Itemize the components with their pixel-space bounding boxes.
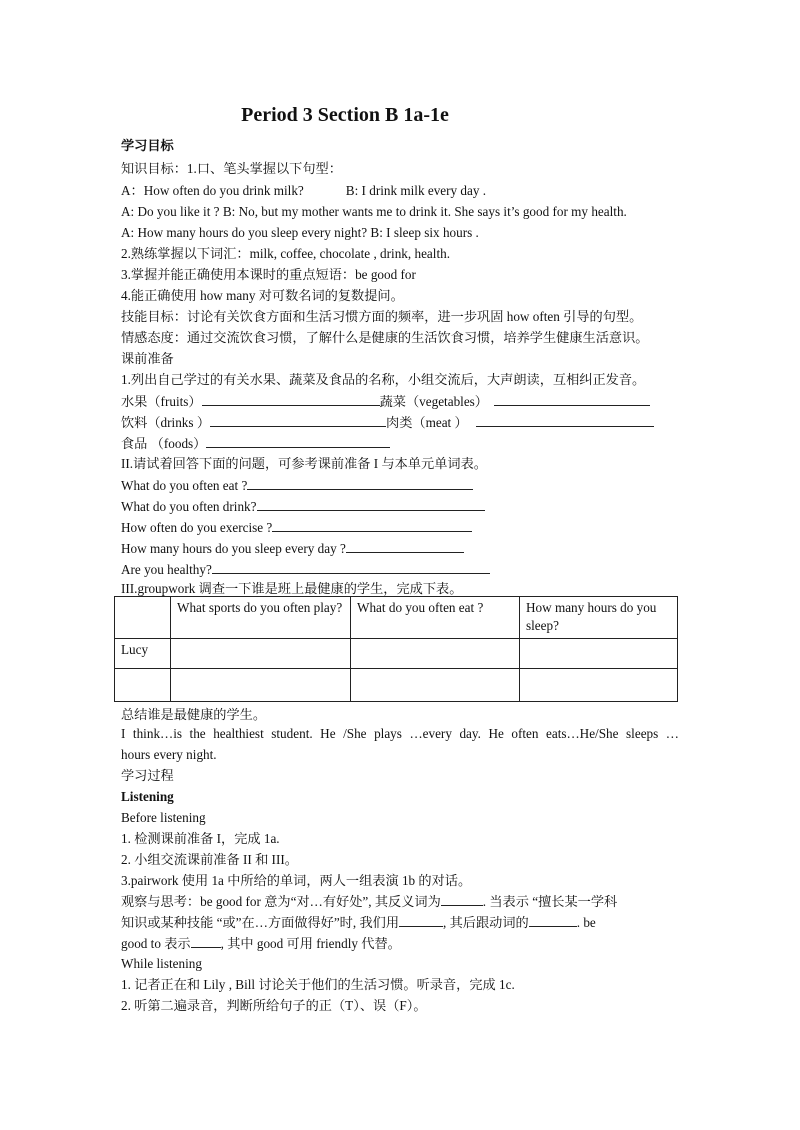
survey-table: [114, 596, 678, 702]
dialogue-1-a: A：How often do you drink milk?: [121, 183, 304, 198]
table-header-cell: How many hours do you sleep?: [520, 597, 678, 639]
before-step-2: 2. 小组交流课前准备 II 和 III。: [121, 852, 298, 867]
dialogue-line-3: A: How many hours do you sleep every night? B: I sleep six hours .: [121, 225, 479, 240]
question-1: [121, 476, 473, 495]
prep-item-1: 1.列出自己学过的有关水果、蔬菜及食品的名称，小组交流后，大声朗读，互相纠正发音。: [121, 372, 646, 387]
question-3-text: How often do you exercise ?: [121, 520, 273, 535]
knowledge-item-2: 2.熟练掌握以下词汇：milk, coffee, chocolate , drink, health.: [121, 246, 451, 261]
question-5: [121, 560, 490, 579]
verb-form-blank[interactable]: [529, 913, 577, 927]
table-cell: Lucy: [115, 639, 171, 669]
table-cell[interactable]: [171, 639, 351, 669]
question-4-text: How many hours do you sleep every day ?: [121, 541, 346, 556]
observe-text: . be: [576, 915, 596, 930]
drinks-label: 饮料（drinks ）: [121, 415, 211, 430]
before-step-1: 1. 检测课前准备 I，完成 1a.: [121, 831, 280, 846]
drinks-blank[interactable]: [210, 413, 386, 427]
dialogue-1-b: B: I drink milk every day .: [345, 183, 487, 198]
attitude-goal: 情感态度：通过交流饮食习惯，了解什么是健康的生活饮食习惯，培养学生健康生活意识。: [121, 330, 649, 345]
while-step-1: 1. 记者正在和 Lily , Bill 讨论关于他们的生活习惯。听录音，完成 1c.: [121, 977, 515, 992]
while-listening: While listening: [121, 956, 202, 971]
observe-text: good to 表示: [121, 936, 191, 951]
table-cell[interactable]: [520, 639, 678, 669]
meat-blank[interactable]: [476, 413, 654, 427]
observe-line-1: [121, 892, 617, 911]
table-cell[interactable]: [351, 669, 520, 702]
observe-text: , 其中 good 可用 friendly 代替。: [220, 936, 401, 951]
category-row-2: [121, 413, 654, 432]
summary-line-1: I think…is the healthiest student. He /She plays …every day. He often eats…He/She sleeps …: [121, 726, 679, 741]
question-5-text: Are you healthy?: [121, 562, 212, 577]
goals-heading: 学习目标: [121, 138, 174, 153]
category-row-1: [121, 392, 650, 411]
skill-goal: 技能目标：讨论有关饮食方面和生活习惯方面的频率，进一步巩固 how often 引导的句型。: [121, 309, 643, 324]
observe-text: . 当表示 “擅长某一学科: [482, 894, 618, 909]
observe-text: , 其后跟动词的: [443, 915, 529, 930]
dialogue-line-1: [121, 182, 486, 200]
answer-3-blank[interactable]: [272, 518, 472, 532]
meaning-blank[interactable]: [191, 934, 221, 948]
answer-4-blank[interactable]: [346, 539, 464, 553]
table-cell[interactable]: [520, 669, 678, 702]
summary-line-2: hours every night.: [121, 747, 217, 762]
table-header-row: [115, 597, 678, 639]
table-row: [115, 639, 678, 669]
foods-label: 食品 （foods）: [121, 436, 207, 451]
question-2-text: What do you often drink?: [121, 499, 257, 514]
answer-5-blank[interactable]: [212, 560, 490, 574]
question-2: [121, 497, 485, 516]
fruits-label: 水果（fruits）: [121, 394, 202, 409]
vegetables-blank[interactable]: [494, 392, 650, 406]
knowledge-item-3: 3.掌握并能正确使用本课时的重点短语：be good for: [121, 267, 416, 282]
listening-heading: Listening: [121, 789, 174, 804]
knowledge-item-4: 4.能正确使用 how many 对可数名词的复数提问。: [121, 288, 404, 303]
answer-1-blank[interactable]: [247, 476, 473, 490]
while-step-2: 2. 听第二遍录音，判断所给句子的正（T）、误（F）。: [121, 998, 427, 1013]
table-header-cell: What do you often eat ?: [351, 597, 520, 639]
vegetables-label: 蔬菜（vegetables）: [379, 394, 488, 409]
fruits-blank[interactable]: [202, 392, 380, 406]
question-3: [121, 518, 472, 537]
table-row: [115, 669, 678, 702]
category-row-3: [121, 434, 390, 453]
table-header-cell: [115, 597, 171, 639]
observe-line-3: [121, 934, 401, 953]
meat-label: 肉类（meat ）: [386, 415, 468, 430]
before-listening: Before listening: [121, 810, 206, 825]
observe-text: 知识或某种技能 “或”在…方面做得好”时, 我们用: [121, 915, 400, 930]
process-heading: 学习过程: [121, 768, 174, 783]
prep-item-3: III.groupwork 调查一下谁是班上最健康的学生，完成下表。: [121, 581, 463, 596]
table-cell[interactable]: [115, 669, 171, 702]
question-4: [121, 539, 464, 558]
prep-heading: 课前准备: [121, 351, 174, 366]
foods-blank[interactable]: [206, 434, 390, 448]
table-header-cell: What sports do you often play?: [171, 597, 351, 639]
answer-2-blank[interactable]: [257, 497, 485, 511]
observe-line-2: [121, 913, 596, 932]
prep-item-2: II.请试着回答下面的问题，可参考课前准备 I 与本单元单词表。: [121, 456, 487, 471]
knowledge-intro: 知识目标：1.口、笔头掌握以下句型：: [121, 161, 342, 176]
table-cell[interactable]: [171, 669, 351, 702]
before-step-3: 3.pairwork 使用 1a 中所给的单词，两人一组表演 1b 的对话。: [121, 873, 472, 888]
observe-text: 观察与思考：be good for 意为“对…有好处”, 其反义词为: [121, 894, 441, 909]
table-cell[interactable]: [351, 639, 520, 669]
page-title: Period 3 Section B 1a-1e: [241, 104, 449, 126]
summary-heading: 总结谁是最健康的学生。: [121, 707, 267, 722]
phrase-blank[interactable]: [399, 913, 443, 927]
dialogue-line-2: A: Do you like it ? B: No, but my mother wants me to drink it. She says it’s good for my health.: [121, 204, 627, 219]
antonym-blank[interactable]: [441, 892, 483, 906]
question-1-text: What do you often eat ?: [121, 478, 248, 493]
